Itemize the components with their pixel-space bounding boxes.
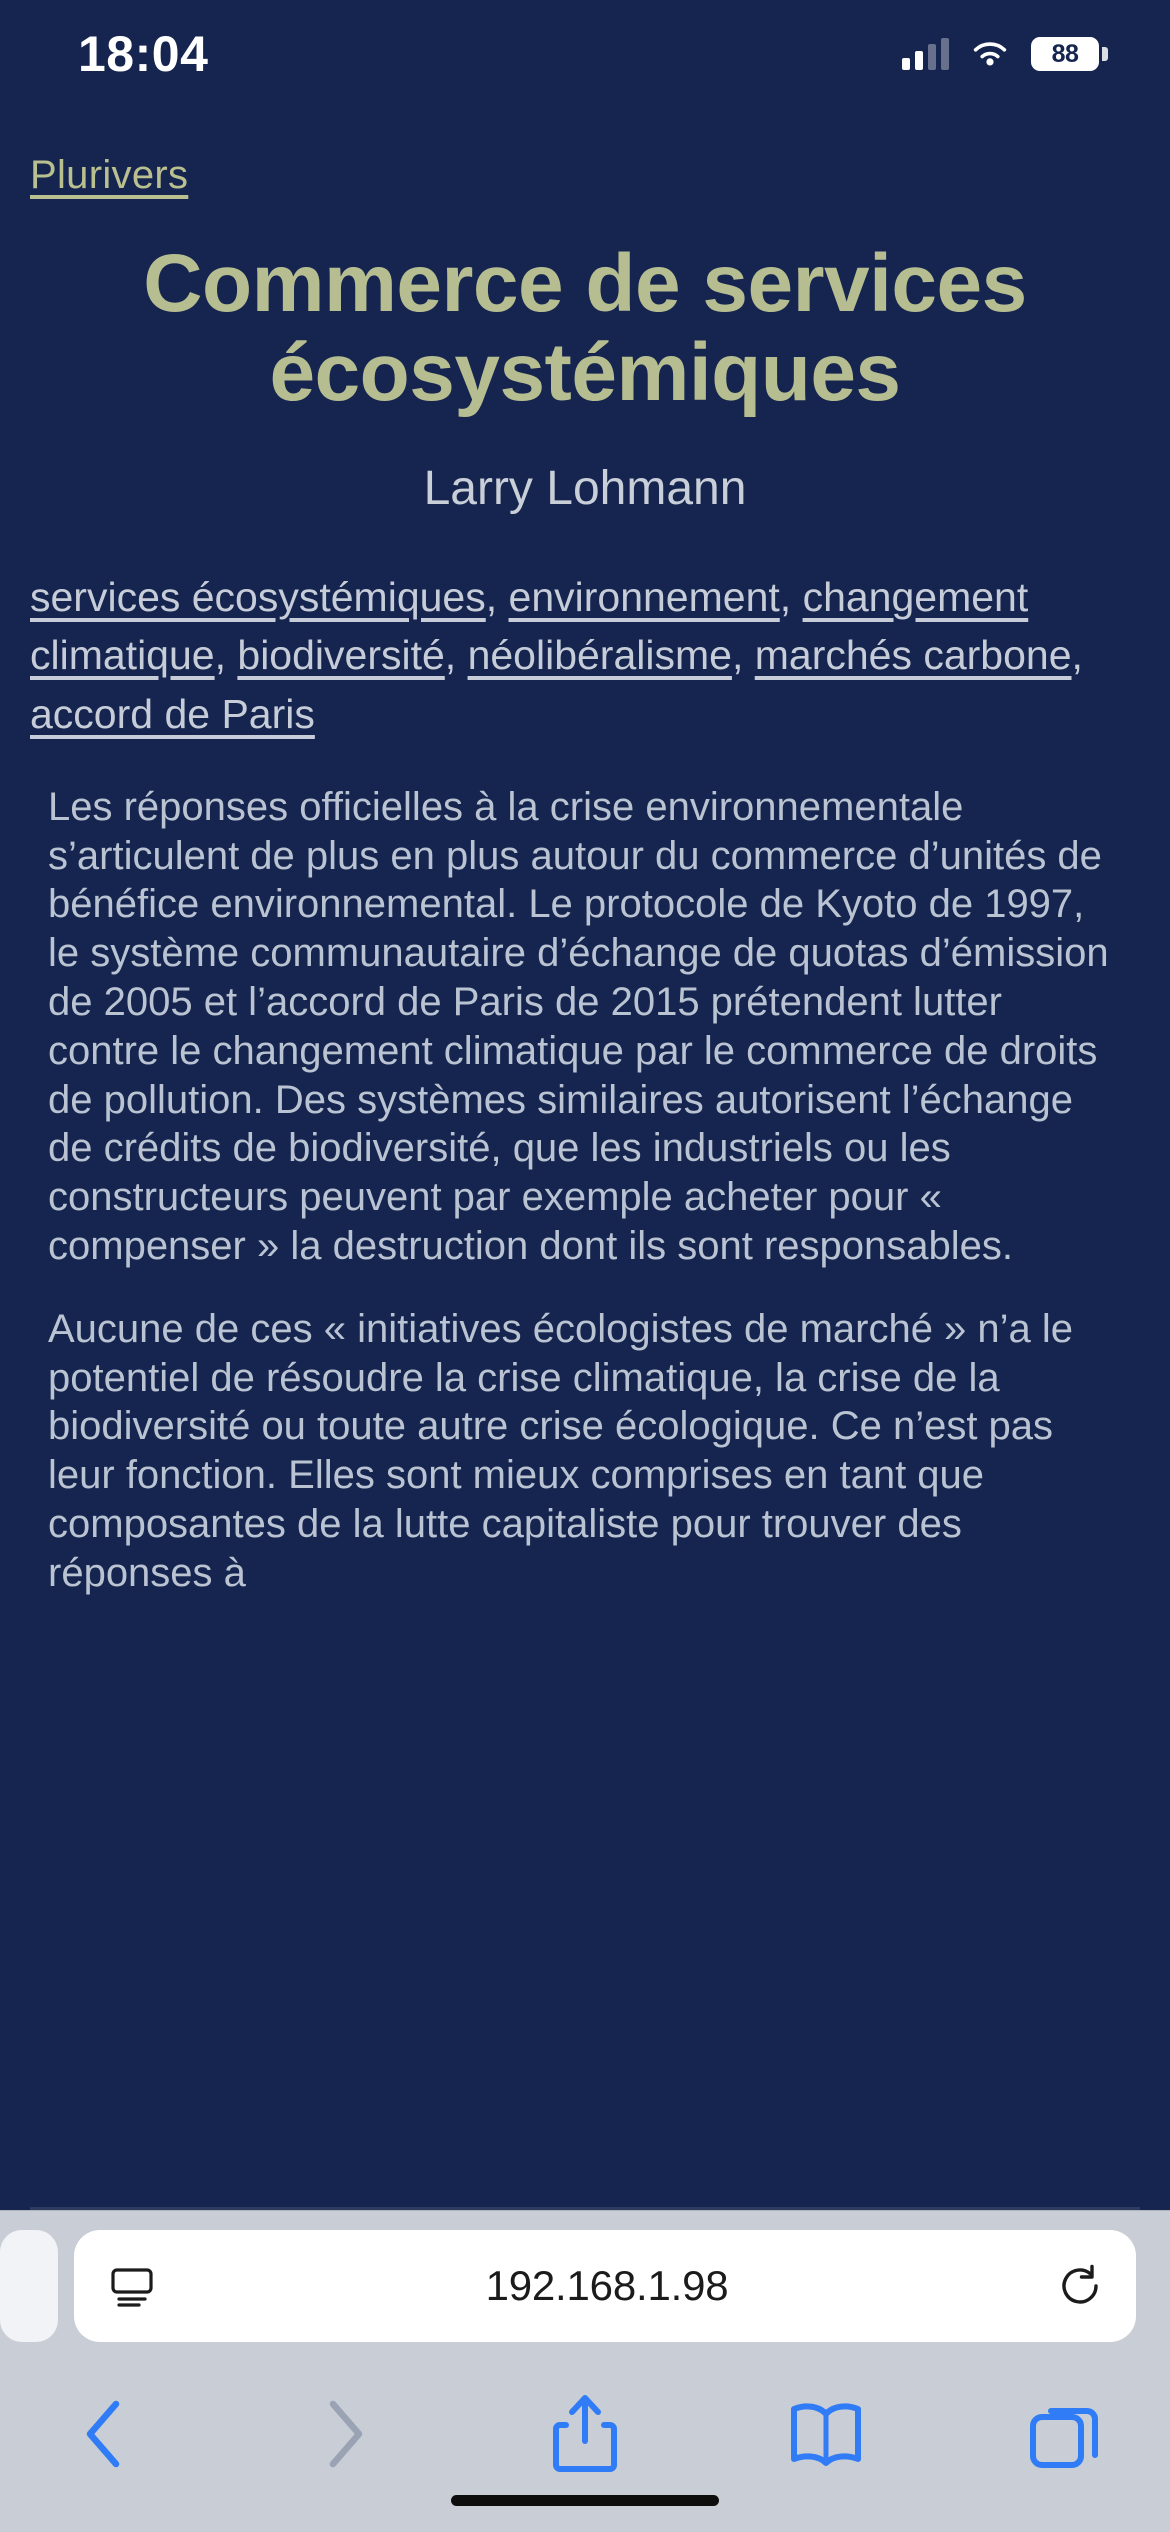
adjacent-tab-preview[interactable] [0, 2230, 58, 2342]
reload-icon[interactable] [1056, 2262, 1104, 2310]
back-button[interactable] [60, 2390, 148, 2478]
book-icon [786, 2398, 866, 2470]
tag-link[interactable]: néolibéralisme [467, 632, 732, 679]
address-bar[interactable] [74, 2230, 1136, 2342]
chevron-left-icon [76, 2394, 132, 2474]
status-bar [0, 0, 1170, 108]
reader-view-icon[interactable] [106, 2260, 158, 2312]
wifi-icon [969, 38, 1011, 70]
article-body [30, 783, 1140, 1598]
page-title: Commerce de services écosystémiques [143, 238, 1027, 418]
tabs-button[interactable] [1022, 2390, 1110, 2478]
tag-link[interactable]: environnement [508, 574, 780, 621]
tabs-icon [1027, 2395, 1105, 2473]
web-page-content [0, 108, 1170, 2210]
battery-percent-label: 88 [1051, 39, 1079, 68]
browser-toolbar [0, 2361, 1170, 2532]
tag-link[interactable]: biodiversité [237, 632, 445, 679]
article-paragraph: Les réponses officielles à la crise environnementale s’articulent de plus en plus autour du commerce d’unités de bénéfice environnemental. Le protocole de Kyoto de 1997, le système communautaire d’échange de quotas d’émission de 2005 et l’accord de Paris de 2015 prétendent lutter contre le changement climatique par le commerce de droits de pollution. Des systèmes similaires autorisent l’échange de crédits de biodiversité, que les industriels ou les constructeurs peuvent par exemple acheter pour « compenser » la destruction dont ils sont responsables. [48, 784, 1109, 1268]
browser-bottom-bar [0, 2210, 1170, 2532]
status-bar-clock: 18:04 [78, 26, 209, 82]
tag-link[interactable]: changement climatique [30, 574, 1029, 679]
battery-icon [1031, 37, 1108, 71]
tag-link[interactable]: marchés carbone [754, 632, 1072, 679]
tag-link[interactable]: accord de Paris [30, 690, 315, 737]
breadcrumb[interactable]: Plurivers [30, 153, 189, 197]
share-button[interactable] [541, 2390, 629, 2478]
url-text[interactable]: 192.168.1.98 [485, 2262, 729, 2309]
tag-list: services écosystémiques, environnement, changement climatique, biodiversité, néolibéralisme, marchés carbone, accord de Paris [30, 574, 1083, 737]
status-bar-indicators [902, 37, 1108, 71]
author-name: Larry Lohmann [423, 462, 747, 516]
forward-button [301, 2390, 389, 2478]
bookmarks-button[interactable] [782, 2390, 870, 2478]
tag-link[interactable]: services écosystémiques [30, 574, 486, 621]
share-icon [548, 2391, 622, 2477]
address-bar-row [0, 2211, 1170, 2361]
cellular-signal-icon [902, 38, 949, 70]
chevron-right-icon [317, 2394, 373, 2474]
article-paragraph: Aucune de ces « initiatives écologistes de marché » n’a le potentiel de résoudre la crise climatique, la crise de la biodiversité ou toute autre crise écologique. Ce n’est pas leur fonction. Elles sont mieux comprises en tant que composantes de la lutte capitaliste pour trouver des réponses à [48, 1306, 1074, 1595]
home-indicator[interactable] [451, 2495, 719, 2506]
